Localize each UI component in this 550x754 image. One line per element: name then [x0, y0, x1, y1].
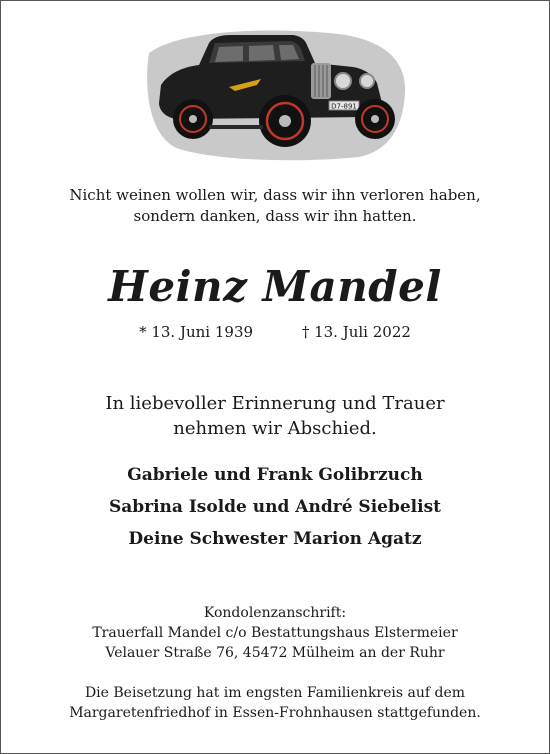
birth-date: * 13. Juni 1939 — [139, 323, 254, 341]
life-dates — [1, 322, 549, 342]
svg-text:D7-891: D7-891 — [331, 102, 357, 111]
mourners-list — [1, 459, 549, 555]
mourner: Gabriele und Frank Golibrzuch — [127, 465, 423, 485]
condolence-address — [1, 603, 549, 663]
memory-line-1: In liebevoller Erinnerung und Trauer — [105, 393, 445, 414]
funeral-line-1: Die Beisetzung hat im engsten Familienkreis auf dem — [84, 685, 466, 701]
memory-text — [1, 391, 549, 441]
quote-line-2: sondern danken, dass wir ihn hatten. — [133, 207, 417, 225]
condolence-line-2: Velauer Straße 76, 45472 Mülheim an der Ruhr — [105, 645, 445, 661]
memory-line-2: nehmen wir Abschied. — [173, 418, 377, 439]
quote — [1, 185, 549, 227]
condolence-heading: Kondolenzanschrift: — [203, 605, 347, 621]
funeral-note — [1, 683, 549, 723]
death-date: † 13. Juli 2022 — [301, 323, 411, 341]
quote-line-1: Nicht weinen wollen wir, dass wir ihn verloren haben, — [69, 186, 481, 204]
deceased-name: Heinz Mandel — [108, 262, 442, 311]
vintage-car-icon — [139, 23, 409, 163]
mourner: Deine Schwester Marion Agatz — [128, 529, 422, 549]
condolence-line-1: Trauerfall Mandel c/o Bestattungshaus Elstermeier — [92, 625, 458, 641]
funeral-line-2: Margaretenfriedhof in Essen-Frohnhausen stattgefunden. — [69, 705, 481, 721]
mourner: Sabrina Isolde und André Siebelist — [108, 497, 442, 517]
